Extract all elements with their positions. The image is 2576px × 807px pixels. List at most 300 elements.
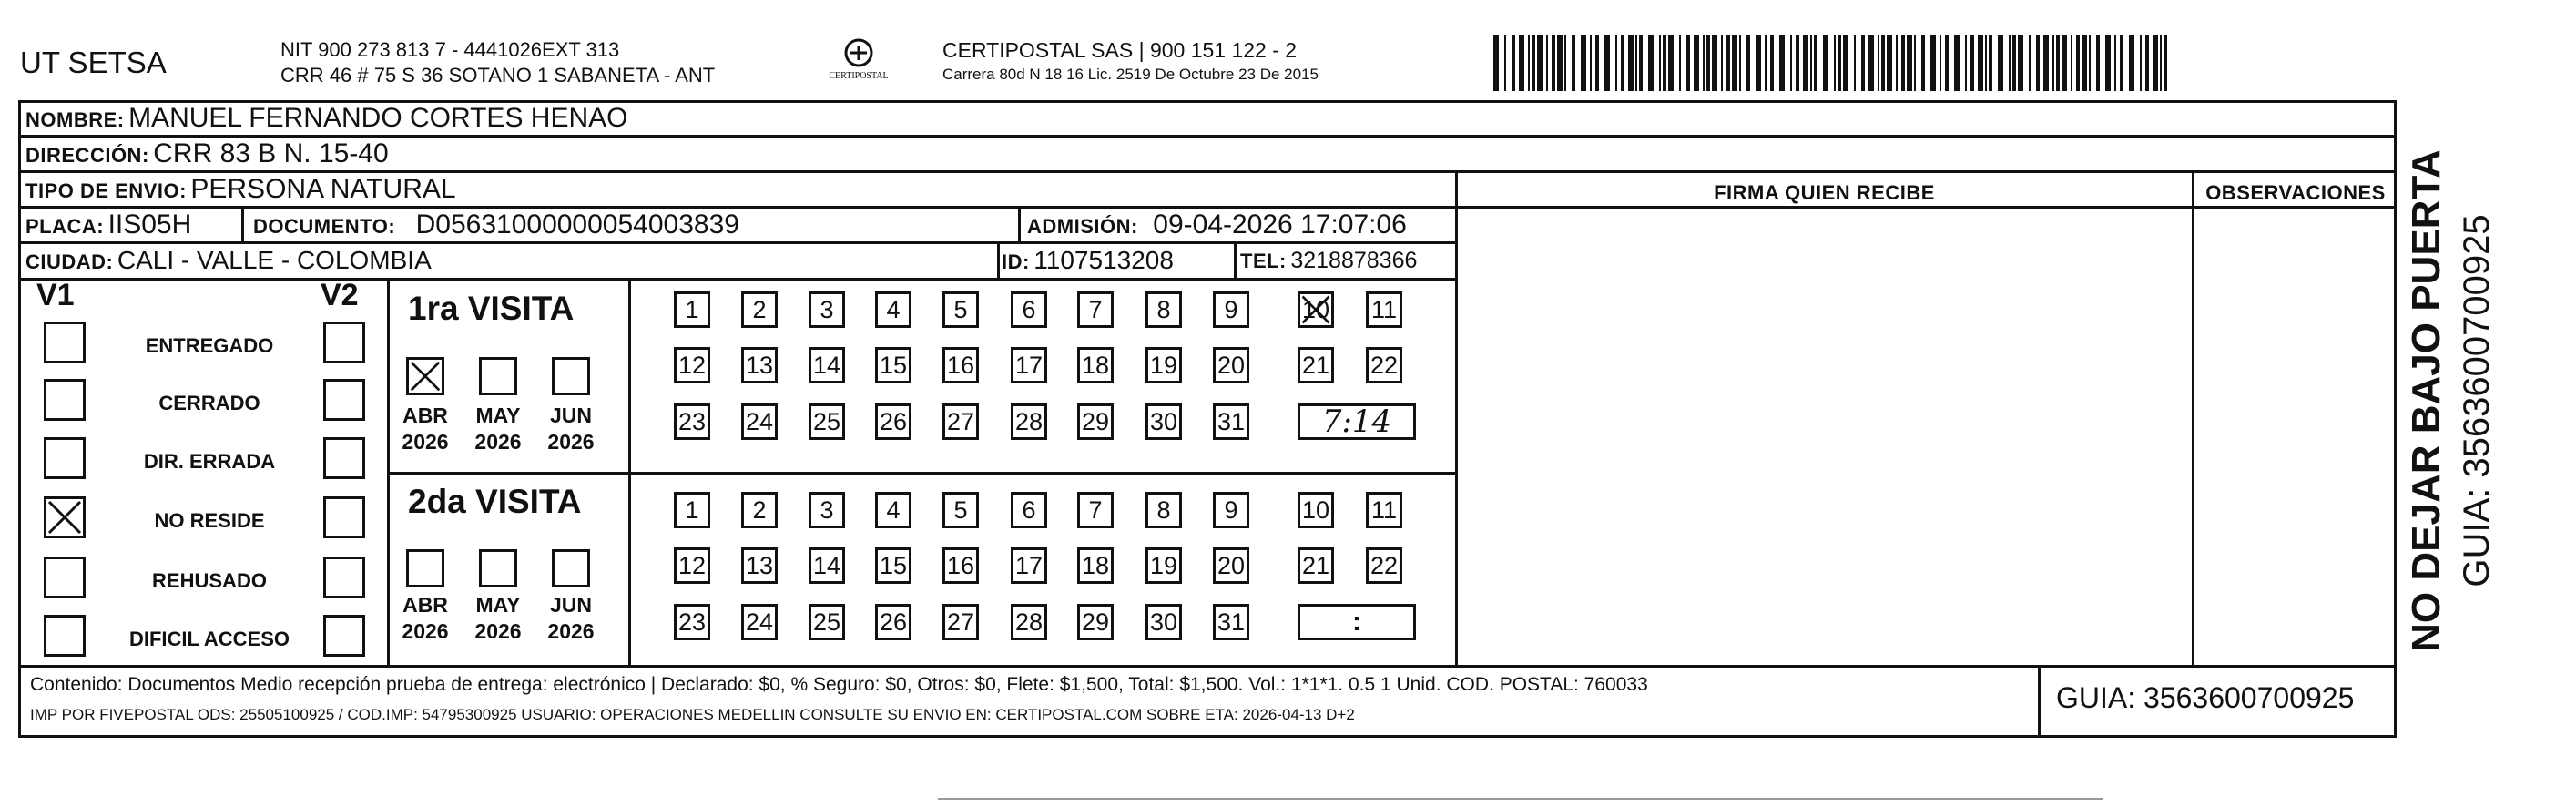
day-number: 20 — [1217, 551, 1246, 579]
day-box[interactable] — [1145, 347, 1182, 383]
barcode-bar — [2043, 35, 2049, 91]
month-year: 2026 — [547, 430, 595, 454]
day-number: 15 — [879, 351, 908, 379]
license-line: Carrera 80d N 18 16 Lic. 2519 De Octubre 23 De 2015 — [942, 66, 1319, 83]
day-number: 21 — [1301, 551, 1330, 579]
day-box[interactable] — [942, 492, 979, 528]
day-box[interactable] — [1077, 291, 1114, 328]
month-name: MAY — [475, 593, 521, 617]
day-box[interactable] — [1145, 404, 1182, 440]
month-checkbox[interactable] — [552, 549, 590, 587]
barcode-bar — [1546, 35, 1548, 91]
month-year: 2026 — [474, 619, 522, 643]
month-year: 2026 — [402, 430, 449, 454]
day-box[interactable] — [741, 604, 778, 640]
day-box[interactable] — [741, 347, 778, 383]
barcode-bar — [1679, 35, 1681, 91]
v2-checkbox[interactable] — [323, 379, 365, 421]
barcode-bar — [1581, 35, 1586, 91]
status-label: DIR. ERRADA — [143, 450, 276, 473]
barcode-bar — [1930, 35, 1936, 91]
day-number: 16 — [946, 351, 975, 379]
day-box[interactable] — [875, 404, 911, 440]
barcode-bar — [1621, 35, 1624, 91]
day-box[interactable] — [1011, 404, 1047, 440]
status-label: NO RESIDE — [154, 509, 265, 532]
day-number: 1 — [685, 495, 699, 524]
day-number: 12 — [677, 551, 707, 579]
day-number: 2 — [752, 295, 767, 323]
status-label: CERRADO — [158, 392, 260, 414]
barcode-bar — [1989, 35, 1992, 91]
barcode-bar — [1595, 35, 1599, 91]
barcode-bar — [1615, 35, 1617, 91]
v1-checkbox[interactable] — [44, 557, 86, 598]
barcode-bar — [1739, 35, 1741, 91]
side-guia: GUIA: 3563600700925 — [2457, 214, 2497, 587]
day-number: 12 — [677, 351, 707, 379]
day-box[interactable] — [1213, 347, 1249, 383]
v1-label: V1 — [36, 278, 75, 312]
day-box[interactable] — [1366, 291, 1402, 328]
barcode-bar — [1557, 35, 1563, 91]
month-label — [393, 403, 457, 455]
barcode — [1493, 35, 2172, 91]
day-box[interactable] — [875, 347, 911, 383]
day-number: 28 — [1014, 608, 1044, 636]
barcode-bar — [1796, 35, 1799, 91]
day-number: 10 — [1301, 295, 1330, 323]
v2-checkbox[interactable] — [323, 322, 365, 363]
day-box[interactable] — [1366, 547, 1402, 584]
day-number: 29 — [1081, 407, 1110, 435]
v1-checkbox[interactable] — [44, 379, 86, 421]
barcode-bar — [2029, 35, 2031, 91]
day-box[interactable] — [674, 347, 710, 383]
documento-label: DOCUMENTO: — [253, 215, 396, 238]
barcode-bar — [1945, 35, 1949, 91]
month-name: MAY — [475, 404, 521, 427]
barcode-bar — [2160, 35, 2162, 91]
day-box[interactable] — [1213, 547, 1249, 584]
barcode-bar — [1868, 35, 1874, 91]
tipo-label: TIPO DE ENVIO: — [25, 179, 187, 202]
barcode-bar — [1493, 35, 1499, 91]
day-box[interactable] — [1077, 347, 1114, 383]
barcode-bar — [1940, 35, 1941, 91]
day-number: 18 — [1081, 551, 1110, 579]
barcode-bar — [1861, 35, 1865, 91]
status-label: REHUSADO — [152, 569, 267, 592]
day-number: 13 — [745, 351, 774, 379]
barcode-bar — [1790, 35, 1792, 91]
month-label — [466, 592, 530, 645]
barcode-bar — [2076, 35, 2080, 91]
day-number: 24 — [745, 407, 774, 435]
admision-cell — [1027, 209, 1407, 240]
day-box[interactable] — [1145, 492, 1182, 528]
day-box[interactable] — [1298, 547, 1334, 584]
day-number: 6 — [1022, 495, 1036, 524]
day-box[interactable] — [1077, 492, 1114, 528]
day-number: 31 — [1217, 608, 1246, 636]
v1-checkbox[interactable] — [44, 496, 86, 538]
barcode-bar — [1901, 35, 1905, 91]
day-number: 23 — [677, 608, 707, 636]
day-number: 22 — [1369, 351, 1399, 379]
day-number: 18 — [1081, 351, 1110, 379]
barcode-bar — [2153, 35, 2158, 91]
id-value: 1107513208 — [1033, 246, 1174, 274]
barcode-bar — [1838, 35, 1841, 91]
footer-guia: GUIA: 3563600700925 — [2056, 681, 2355, 714]
barcode-bar — [2012, 35, 2016, 91]
day-number: 27 — [946, 407, 975, 435]
month-checkbox[interactable] — [479, 357, 517, 395]
barcode-bar — [1604, 35, 1610, 91]
day-number: 29 — [1081, 608, 1110, 636]
day-box[interactable] — [875, 547, 911, 584]
day-box[interactable] — [741, 492, 778, 528]
day-box[interactable] — [1213, 604, 1249, 640]
day-box[interactable] — [674, 492, 710, 528]
month-label — [539, 592, 603, 645]
barcode-bar — [1726, 35, 1730, 91]
day-number: 17 — [1014, 351, 1044, 379]
barcode-bar — [1921, 35, 1925, 91]
month-checkbox[interactable] — [552, 357, 590, 395]
tel-label: TEL: — [1240, 250, 1287, 272]
barcode-bar — [1881, 35, 1885, 91]
barcode-bar — [1834, 35, 1836, 91]
day-number: 13 — [745, 551, 774, 579]
firma-header: FIRMA QUIEN RECIBE — [1714, 181, 1935, 204]
barcode-bar — [2082, 35, 2087, 91]
barcode-bar — [1878, 35, 1879, 91]
barcode-bar — [1756, 35, 1761, 91]
v2-checkbox[interactable] — [323, 437, 365, 479]
nombre-label: NOMBRE: — [25, 108, 125, 131]
certipostal-logo — [818, 36, 900, 91]
barcode-bar — [2120, 35, 2123, 91]
barcode-bar — [1564, 35, 1566, 91]
placa-cell — [25, 209, 191, 240]
time-box[interactable] — [1298, 604, 1416, 640]
barcode-bar — [1823, 35, 1828, 91]
barcode-bar — [1970, 35, 1974, 91]
nit-line: NIT 900 273 813 7 - 4441026EXT 313 — [280, 38, 620, 61]
id-label: ID: — [1002, 250, 1030, 273]
day-number: 26 — [879, 608, 908, 636]
barcode-bar — [1896, 35, 1898, 91]
placa-label: PLACA: — [25, 215, 105, 238]
day-box[interactable] — [942, 547, 979, 584]
barcode-bar — [1998, 35, 2003, 91]
day-number: 11 — [1370, 495, 1398, 524]
day-number: 3 — [820, 495, 834, 524]
barcode-bar — [1914, 35, 1916, 91]
barcode-bar — [1537, 35, 1543, 91]
barcode-bar — [1686, 35, 1690, 91]
v1-checkbox[interactable] — [44, 615, 86, 657]
day-number: 5 — [953, 295, 968, 323]
day-box[interactable] — [741, 404, 778, 440]
day-box[interactable] — [1145, 547, 1182, 584]
day-number: 3 — [820, 295, 834, 323]
day-box[interactable] — [875, 492, 911, 528]
month-year: 2026 — [547, 619, 595, 643]
day-number: 15 — [879, 551, 908, 579]
day-number: 9 — [1224, 495, 1238, 524]
day-number: 17 — [1014, 551, 1044, 579]
barcode-bar — [1659, 35, 1661, 91]
side-warning: NO DEJAR BAJO PUERTA — [2404, 149, 2449, 652]
tel-cell — [1240, 248, 1417, 274]
day-box[interactable] — [1298, 291, 1334, 328]
day-box[interactable] — [1298, 492, 1334, 528]
barcode-bar — [2071, 35, 2072, 91]
barcode-bar — [1965, 35, 1967, 91]
barcode-bar — [2036, 35, 2040, 91]
day-box[interactable] — [1011, 492, 1047, 528]
barcode-bar — [1843, 35, 1848, 91]
barcode-bar — [1746, 35, 1750, 91]
barcode-bar — [1590, 35, 1592, 91]
day-box[interactable] — [674, 604, 710, 640]
handwritten-time: 7:14 — [1321, 404, 1392, 440]
barcode-bar — [2105, 35, 2111, 91]
visit1-title: 1ra VISITA — [408, 290, 575, 327]
day-number: 23 — [677, 407, 707, 435]
time-placeholder: : — [1352, 607, 1361, 637]
day-number: 4 — [886, 295, 901, 323]
day-number: 25 — [812, 608, 841, 636]
barcode-bar — [2009, 35, 2011, 91]
day-box[interactable] — [809, 291, 845, 328]
day-box[interactable] — [942, 404, 979, 440]
nombre-row — [25, 103, 627, 134]
day-box[interactable] — [741, 547, 778, 584]
barcode-bar — [1770, 35, 1774, 91]
day-box[interactable] — [809, 404, 845, 440]
day-box[interactable] — [1213, 404, 1249, 440]
barcode-bar — [1765, 35, 1767, 91]
day-box[interactable] — [1077, 547, 1114, 584]
day-number: 14 — [812, 351, 841, 379]
nombre-value: MANUEL FERNANDO CORTES HENAO — [128, 103, 628, 133]
day-box[interactable] — [1011, 547, 1047, 584]
day-box[interactable] — [1011, 604, 1047, 640]
company-address: CRR 46 # 75 S 36 SOTANO 1 SABANETA - ANT — [280, 64, 716, 87]
day-number: 11 — [1370, 295, 1398, 323]
direccion-row — [25, 138, 389, 169]
v1-checkbox[interactable] — [44, 322, 86, 363]
day-box[interactable] — [809, 547, 845, 584]
company-name: UT SETSA — [20, 46, 167, 79]
barcode-bar — [2129, 35, 2134, 91]
documento-cell — [253, 209, 739, 240]
barcode-bar — [2140, 35, 2142, 91]
barcode-bar — [1732, 35, 1737, 91]
barcode-bar — [1635, 35, 1637, 91]
tipo-row — [25, 174, 456, 205]
barcode-bar — [1978, 35, 1983, 91]
month-year: 2026 — [474, 430, 522, 454]
day-box[interactable] — [1213, 492, 1249, 528]
barcode-bar — [1694, 35, 1699, 91]
time-box[interactable] — [1298, 404, 1416, 440]
day-box[interactable] — [1077, 404, 1114, 440]
barcode-bar — [1519, 35, 1524, 91]
day-box[interactable] — [674, 404, 710, 440]
barcode-bar — [2164, 35, 2167, 91]
carrier-line: CERTIPOSTAL SAS | 900 151 122 - 2 — [942, 38, 1298, 62]
barcode-bar — [1532, 35, 1535, 91]
day-number: 1 — [685, 295, 699, 323]
day-number: 14 — [812, 551, 841, 579]
barcode-bar — [1721, 35, 1723, 91]
day-number: 30 — [1149, 608, 1178, 636]
barcode-bar — [1703, 35, 1705, 91]
observaciones-header: OBSERVACIONES — [2205, 181, 2386, 204]
ciudad-value: CALI - VALLE - COLOMBIA — [117, 246, 432, 274]
month-checkbox[interactable] — [406, 357, 444, 395]
month-label — [539, 403, 603, 455]
barcode-bar — [1628, 35, 1634, 91]
day-box[interactable] — [809, 492, 845, 528]
day-number: 2 — [752, 495, 767, 524]
barcode-bar — [1712, 35, 1717, 91]
barcode-bar — [1528, 35, 1530, 91]
status-label: ENTREGADO — [145, 334, 274, 357]
day-box[interactable] — [741, 291, 778, 328]
day-box[interactable] — [1011, 291, 1047, 328]
day-box[interactable] — [942, 347, 979, 383]
v2-label: V2 — [321, 278, 359, 312]
barcode-bar — [2096, 35, 2100, 91]
day-number: 22 — [1369, 551, 1399, 579]
day-box[interactable] — [809, 604, 845, 640]
logo-caption: CERTIPOSTAL — [829, 71, 889, 81]
month-name: ABR — [402, 593, 448, 617]
day-number: 24 — [745, 608, 774, 636]
day-number: 30 — [1149, 407, 1178, 435]
barcode-bar — [2062, 35, 2067, 91]
day-box[interactable] — [942, 604, 979, 640]
day-number: 31 — [1217, 407, 1246, 435]
day-number: 9 — [1224, 295, 1238, 323]
day-number: 8 — [1156, 295, 1171, 323]
day-number: 26 — [879, 407, 908, 435]
month-name: ABR — [402, 404, 448, 427]
barcode-bar — [1954, 35, 1960, 91]
day-box[interactable] — [1366, 492, 1402, 528]
v1-checkbox[interactable] — [44, 437, 86, 479]
day-number: 28 — [1014, 407, 1044, 435]
v2-checkbox[interactable] — [323, 496, 365, 538]
month-name: JUN — [549, 404, 592, 427]
day-box[interactable] — [1011, 347, 1047, 383]
bottom-edge-line — [938, 798, 2103, 800]
visit2-title: 2da VISITA — [408, 483, 582, 520]
barcode-bar — [1504, 35, 1506, 91]
day-number: 8 — [1156, 495, 1171, 524]
barcode-bar — [1907, 35, 1912, 91]
day-number: 16 — [946, 551, 975, 579]
month-label — [393, 592, 457, 645]
month-checkbox[interactable] — [479, 549, 517, 587]
barcode-bar — [1814, 35, 1817, 91]
month-checkbox[interactable] — [406, 549, 444, 587]
barcode-bar — [1512, 35, 1515, 91]
barcode-bar — [2056, 35, 2060, 91]
day-number: 21 — [1301, 351, 1330, 379]
day-box[interactable] — [809, 347, 845, 383]
barcode-bar — [2052, 35, 2054, 91]
v2-checkbox[interactable] — [323, 557, 365, 598]
day-box[interactable] — [1077, 604, 1114, 640]
day-box[interactable] — [1145, 291, 1182, 328]
barcode-bar — [1663, 35, 1666, 91]
barcode-bar — [1572, 35, 1575, 91]
day-box[interactable] — [1298, 347, 1334, 383]
barcode-bar — [2089, 35, 2091, 91]
admision-value: 09-04-2026 17:07:06 — [1153, 209, 1407, 240]
ciudad-cell — [25, 246, 432, 275]
barcode-bar — [1639, 35, 1643, 91]
barcode-bar — [1887, 35, 1892, 91]
barcode-bar — [1854, 35, 1856, 91]
barcode-bar — [2114, 35, 2116, 91]
ciudad-label: CIUDAD: — [25, 250, 114, 273]
v2-checkbox[interactable] — [323, 615, 365, 657]
day-box[interactable] — [674, 547, 710, 584]
tel-value: 3218878366 — [1290, 248, 1418, 273]
barcode-bar — [1706, 35, 1710, 91]
day-box[interactable] — [1213, 291, 1249, 328]
barcode-bar — [1552, 35, 1555, 91]
status-label: DIFICIL ACCESO — [128, 628, 290, 650]
barcode-bar — [1779, 35, 1785, 91]
day-box[interactable] — [875, 604, 911, 640]
day-number: 7 — [1088, 295, 1103, 323]
day-number: 20 — [1217, 351, 1246, 379]
day-box[interactable] — [1145, 604, 1182, 640]
documento-value: D05631000000054003839 — [415, 209, 739, 240]
admision-label: ADMISIÓN: — [1027, 215, 1138, 238]
day-number: 27 — [946, 608, 975, 636]
day-number: 5 — [953, 495, 968, 524]
day-number: 7 — [1088, 495, 1103, 524]
day-number: 19 — [1149, 551, 1178, 579]
day-box[interactable] — [942, 291, 979, 328]
barcode-bar — [1648, 35, 1654, 91]
footer-line2: IMP POR FIVEPOSTAL ODS: 25505100925 / COD.IMP: 54795300925 USUARIO: OPERACIONES MEDELLIN CONSULTE SU ENVIO EN: CERTIPOSTAL.COM SOBRE ETA: 2026-04-13 D+2 — [30, 706, 1355, 723]
placa-value: IIS05H — [107, 209, 192, 240]
barcode-bar — [2145, 35, 2149, 91]
day-box[interactable] — [875, 291, 911, 328]
day-number: 6 — [1022, 295, 1036, 323]
day-number: 19 — [1149, 351, 1178, 379]
month-name: JUN — [549, 593, 592, 617]
barcode-bar — [2018, 35, 2023, 91]
day-number: 4 — [886, 495, 901, 524]
tipo-value: PERSONA NATURAL — [190, 174, 456, 204]
barcode-bar — [1985, 35, 1987, 91]
day-box[interactable] — [674, 291, 710, 328]
id-cell — [1002, 246, 1174, 275]
day-box[interactable] — [1366, 347, 1402, 383]
